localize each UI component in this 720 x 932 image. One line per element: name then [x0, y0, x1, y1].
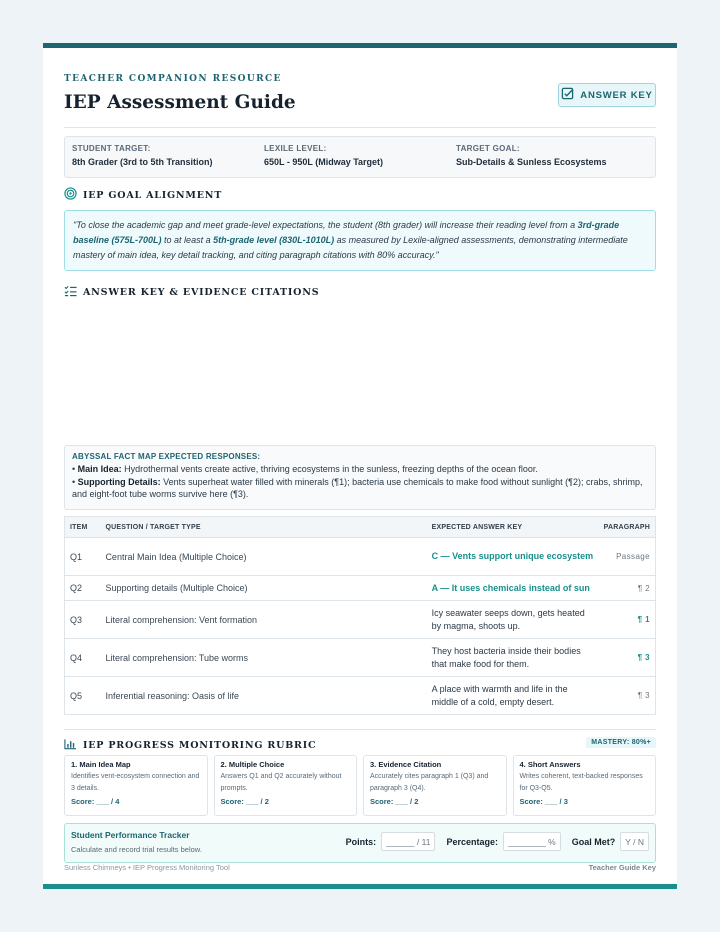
question-cell: Inferential reasoning: Oasis of life	[100, 677, 426, 715]
footer-right-text: Teacher Guide Key	[588, 863, 656, 872]
goal-statement	[64, 210, 656, 271]
answer-cell: A place with warmth and life in the middle of a cold, empty desert.	[427, 677, 599, 715]
rubric-card-description: Writes coherent, text-backed responses for Q3-Q5.	[519, 773, 643, 792]
main-idea-label: Main Idea:	[77, 464, 122, 474]
item-cell: Q2	[65, 576, 101, 601]
goal-met-field[interactable]: Y / N	[620, 832, 649, 851]
checkbox-icon	[561, 87, 574, 103]
rubric-card-title: 4. Short Answers	[519, 760, 581, 769]
table-row	[65, 677, 656, 715]
goal-baseline-highlight: 3rd-grade baseline (575L-700L)	[73, 220, 620, 245]
table-row	[65, 576, 656, 601]
goal-text: as measured by Lexile-aligned assessments, demonstrating intermediate mastery of main idea, key detail tracking, and citing paragraph citations with 80% accuracy."	[73, 235, 628, 260]
meta-label: TARGET GOAL:	[456, 144, 520, 153]
tracker-title: Student Performance Tracker	[71, 830, 190, 840]
paragraph-cell: Passage	[599, 538, 656, 576]
rubric-card-description: Identifies vent-ecosystem connection and 3 details.	[71, 773, 200, 792]
answer-cell: C — Vents support unique ecosystem	[427, 538, 599, 576]
rubric-card-title: 3. Evidence Citation	[370, 760, 442, 769]
paragraph-cell: ¶ 3	[599, 639, 656, 677]
item-cell: Q3	[65, 601, 101, 639]
goal-target-highlight: 5th-grade level (830L-1010L)	[213, 235, 335, 245]
rubric-card-description: Answers Q1 and Q2 accurately without prompts.	[220, 773, 342, 792]
paragraph-cell: ¶ 3	[599, 677, 656, 715]
answer-cell: Icy seawater seeps down, gets heated by magma, shoots up.	[427, 601, 599, 639]
rubric-card-score[interactable]: Score: ___ / 2	[370, 797, 419, 806]
fact-map-box	[64, 445, 656, 510]
meta-label: LEXILE LEVEL:	[264, 144, 327, 153]
checklist-icon	[64, 285, 77, 300]
supporting-details-label: Supporting Details:	[77, 477, 161, 487]
col-header-answer: EXPECTED ANSWER KEY	[431, 523, 523, 531]
answer-key-button[interactable]	[558, 83, 656, 107]
rubric-card-title: 2. Multiple Choice	[220, 760, 285, 769]
answer-key-section-heading	[64, 285, 656, 300]
performance-tracker	[64, 823, 656, 863]
answer-key-heading-text: ANSWER KEY & EVIDENCE CITATIONS	[83, 287, 320, 298]
col-header-item: ITEM	[70, 523, 88, 531]
student-meta-bar	[64, 136, 656, 178]
paragraph-cell: ¶ 1	[599, 601, 656, 639]
meta-value: 650L - 950L (Midway Target)	[264, 157, 384, 167]
goal-section-heading	[64, 187, 656, 203]
rubric-heading	[64, 738, 656, 753]
rubric-card-score[interactable]: Score: ___ / 4	[71, 797, 120, 806]
goal-met-label: Goal Met?	[571, 836, 616, 847]
points-field[interactable]: ______ / 11	[381, 832, 435, 851]
meta-label: STUDENT TARGET:	[72, 144, 151, 153]
target-icon	[64, 187, 77, 203]
col-header-paragraph: PARAGRAPH	[603, 523, 650, 531]
meta-lexile-level	[264, 144, 456, 177]
item-cell: Q1	[65, 538, 101, 576]
meta-student-target	[72, 144, 264, 177]
goal-heading-text: IEP GOAL ALIGNMENT	[83, 189, 223, 201]
tracker-subtitle: Calculate and record trial results below.	[71, 845, 202, 854]
fact-supporting-details: • Supporting Details: Vents superheat water filled with minerals (¶1); bacteria use chemicals to make food without sunlight (¶2); crabs, shrimp, and eight-foot tube worms survive here (¶3).	[72, 477, 643, 499]
page-footer	[64, 863, 656, 872]
rubric-card	[64, 755, 208, 816]
tracker-fields	[346, 832, 649, 851]
col-header-question: QUESTION / TARGET TYPE	[105, 523, 201, 531]
assessment-guide-page	[43, 43, 677, 889]
rubric-card-score[interactable]: Score: ___ / 3	[519, 797, 568, 806]
rubric-heading-text: IEP PROGRESS MONITORING RUBRIC	[83, 740, 317, 751]
answer-cell: A — It uses chemicals instead of sun	[427, 576, 599, 601]
percentage-label: Percentage:	[446, 836, 498, 847]
meta-value: 8th Grader (3rd to 5th Transition)	[72, 157, 213, 167]
table-row	[65, 538, 656, 576]
rubric-card	[513, 755, 657, 816]
mastery-badge: MASTERY: 80%+	[586, 737, 656, 748]
goal-text: "To close the academic gap and meet grade-level expectations, the student (8th grader) will increase their reading level from a	[73, 220, 578, 230]
question-cell: Central Main Idea (Multiple Choice)	[100, 538, 426, 576]
table-row	[65, 639, 656, 677]
question-cell: Supporting details (Multiple Choice)	[100, 576, 426, 601]
goal-text: to at least a	[161, 235, 214, 245]
page-title: IEP Assessment Guide	[64, 92, 296, 113]
meta-target-goal	[456, 144, 648, 177]
main-idea-text: Hydrothermal vents create active, thriving ecosystems in the sunless, freezing depths of the ocean floor.	[121, 464, 538, 474]
fact-map-heading: ABYSSAL FACT MAP EXPECTED RESPONSES:	[72, 452, 261, 461]
bar-chart-icon	[64, 738, 77, 753]
rubric-card	[363, 755, 507, 816]
footer-left-text: Sunless Chimneys • IEP Progress Monitoring Tool	[64, 863, 230, 872]
meta-value: Sub-Details & Sunless Ecosystems	[456, 157, 607, 167]
table-header-row	[65, 517, 656, 538]
item-cell: Q4	[65, 639, 101, 677]
table-row	[65, 601, 656, 639]
guide-header	[64, 74, 656, 128]
rubric-card-score[interactable]: Score: ___ / 2	[220, 797, 269, 806]
supporting-details-text: Vents superheat water filled with minerals (¶1); bacteria use chemicals to make food without sunlight (¶2); crabs, shrimp, and eight-foot tube worms survive here (¶3).	[72, 477, 643, 499]
blank-space	[64, 300, 656, 445]
percentage-field[interactable]: ________ %	[503, 832, 561, 851]
paragraph-cell: ¶ 2	[599, 576, 656, 601]
rubric-cards	[64, 755, 656, 816]
answer-cell: They host bacteria inside their bodies that make food for them.	[427, 639, 599, 677]
rubric-card	[214, 755, 358, 816]
points-label: Points:	[345, 836, 377, 847]
rubric-card-title: 1. Main Idea Map	[71, 760, 131, 769]
answer-key-label: ANSWER KEY	[580, 89, 653, 101]
eyebrow-label: TEACHER COMPANION RESOURCE	[64, 74, 282, 84]
rubric-header	[64, 729, 656, 753]
rubric-card-description: Accurately cites paragraph 1 (Q3) and paragraph 3 (Q4).	[370, 773, 489, 792]
question-cell: Literal comprehension: Tube worms	[100, 639, 426, 677]
fact-main-idea: • Main Idea: Hydrothermal vents create active, thriving ecosystems in the sunless, freezing depths of the ocean floor.	[72, 464, 538, 474]
item-cell: Q5	[65, 677, 101, 715]
answer-key-table	[64, 516, 656, 715]
question-cell: Literal comprehension: Vent formation	[100, 601, 426, 639]
